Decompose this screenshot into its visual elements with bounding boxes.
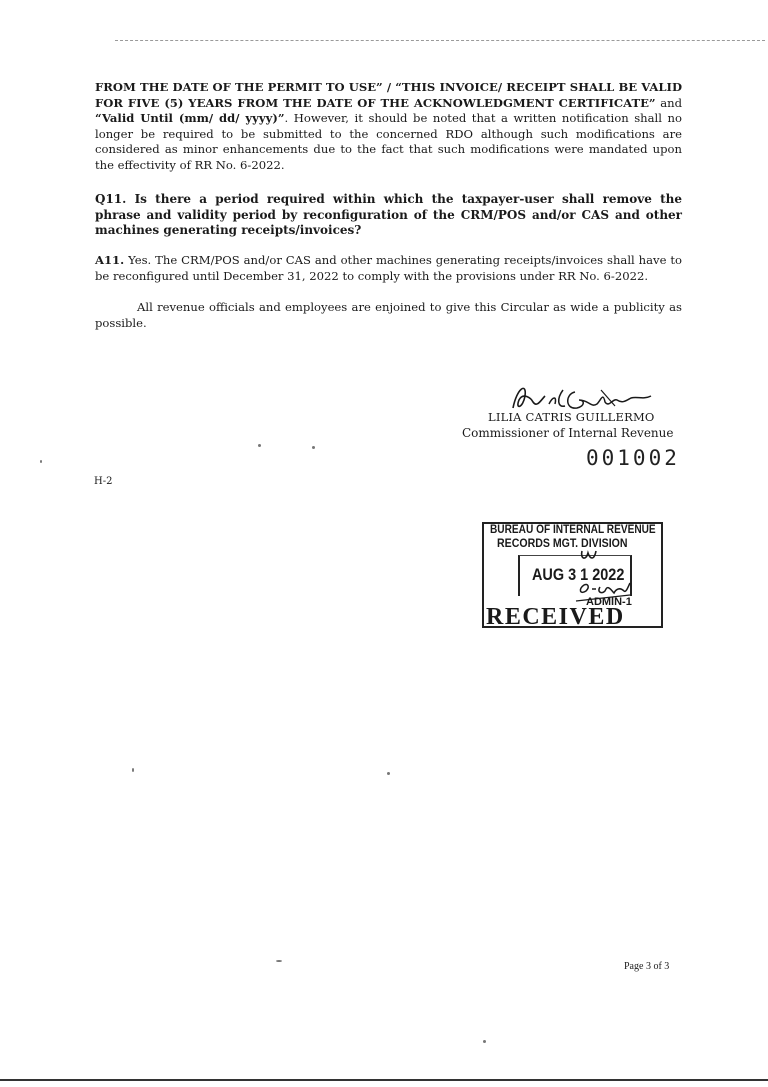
scan-speck — [40, 460, 42, 463]
p1-bold-valid-until: “Valid Until (mm/ dd/ yyyy)” — [95, 111, 285, 125]
page-number: Page 3 of 3 — [624, 961, 670, 972]
scan-speck — [387, 772, 390, 775]
scan-speck — [276, 960, 282, 962]
a11-text: Yes. The CRM/POS and/or CAS and other machines generating receipts/invoices shall have to be reconfigured until December 31, 2022 to comply with the provisions under RR No. 6-2022. — [95, 253, 682, 283]
answer-a11 — [95, 253, 682, 284]
a11-label: A11. — [95, 253, 125, 267]
serial-number: 001002 — [586, 446, 680, 470]
scan-speck — [483, 1040, 486, 1043]
stamp-division-line: RECORDS MGT. DIVISION — [497, 538, 628, 550]
stamp-date: AUG 3 1 2022 — [532, 565, 625, 584]
scan-speck — [258, 444, 261, 447]
closing-paragraph: All revenue officials and employees are enjoined to give this Circular as wide a publicity as possible. — [95, 300, 682, 330]
signatory-title: Commissioner of Internal Revenue — [462, 426, 674, 440]
scan-speck — [132, 768, 134, 772]
bottom-edge-line — [0, 1079, 768, 1081]
p1-and: and — [655, 95, 682, 110]
stamp-agency-line: BUREAU OF INTERNAL REVENUE — [490, 524, 656, 536]
paragraph-validity-phrase — [95, 80, 682, 173]
stamp-unit: ADMIN-1 — [586, 596, 632, 608]
document-code: H-2 — [94, 476, 113, 487]
top-divider — [115, 40, 765, 41]
scan-speck — [312, 446, 315, 449]
p1-bold-phrase: FROM THE DATE OF THE PERMIT TO USE” / “THIS INVOICE/ RECEIPT SHALL BE VALID FOR FIVE (5) YEARS FROM THE DATE OF THE ACKNOWLEDGMENT CERTIFICATE” — [95, 80, 682, 110]
signatory-name: LILIA CATRIS GUILLERMO — [488, 410, 655, 424]
stamp-received-label: RECEIVED — [486, 604, 625, 630]
p1-rest: . However, it should be noted that a written notification shall no longer be required to be submitted to the concerned RDO although such modifications are considered as minor enhancements due to the fact that such modifications were mandated upon the effectivity of RR No. 6-2022. — [95, 111, 682, 172]
question-q11: Q11. Is there a period required within which the taxpayer-user shall remove the phrase and validity period by reconfiguration of the CRM/POS and/or CAS and other machines generating receipts/invoices? — [95, 192, 682, 237]
